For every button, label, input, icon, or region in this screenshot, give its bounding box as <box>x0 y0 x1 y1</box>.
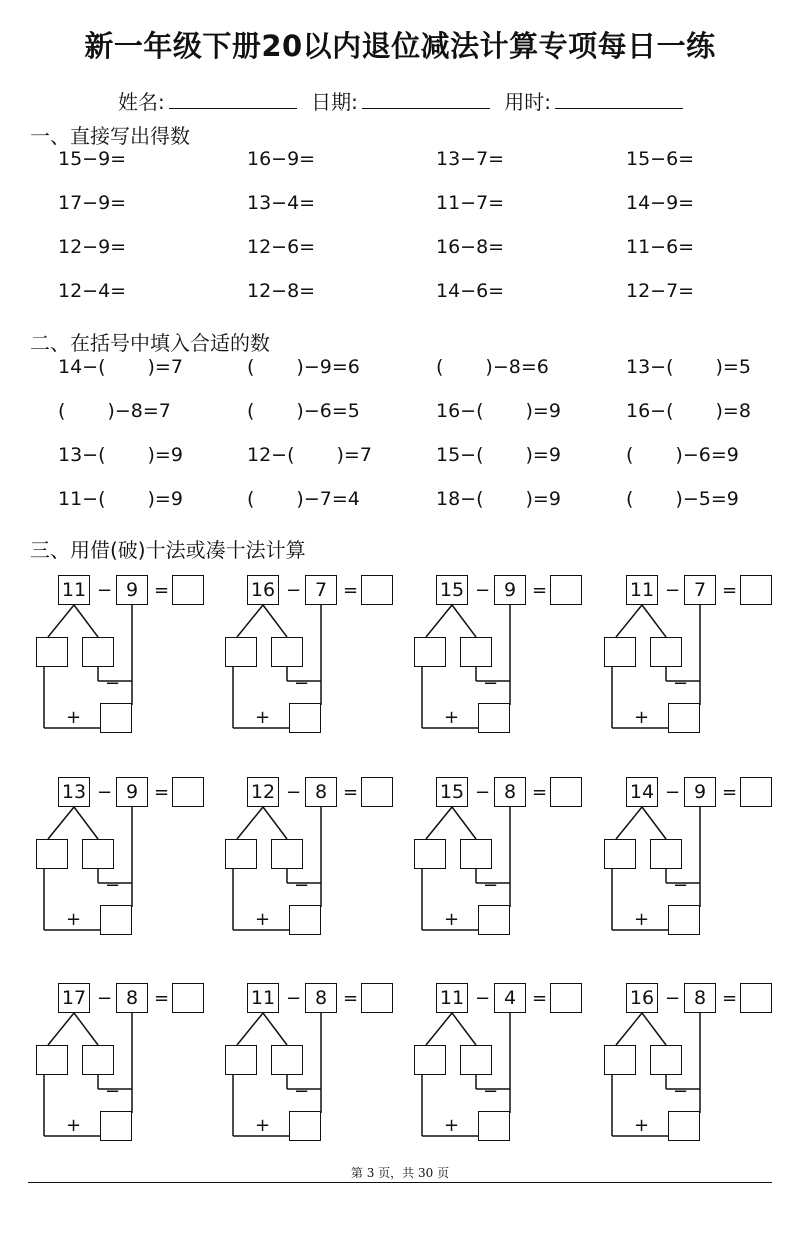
connector-line <box>74 1013 98 1045</box>
decomposition-tree <box>406 575 586 745</box>
fill-bracket-problem <box>436 356 549 378</box>
footer-divider <box>28 1182 772 1183</box>
minus-sign: − <box>105 1081 121 1102</box>
split-left-box[interactable] <box>604 1045 636 1075</box>
connector-line <box>642 605 666 637</box>
connector-line <box>74 605 98 637</box>
arithmetic-problem: 11−6= <box>626 236 695 258</box>
minus-sign: − <box>673 875 689 896</box>
fill-bracket-problem <box>626 356 751 378</box>
decomposition-tree <box>217 575 397 745</box>
minuend-box: 11 <box>58 575 90 605</box>
minuend-box: 11 <box>626 575 658 605</box>
page-footer: 第 3 页，共 30 页 <box>350 1166 450 1180</box>
plus-sign: + <box>444 1115 460 1136</box>
fill-bracket-problem <box>247 356 360 378</box>
connector-line <box>452 1013 476 1045</box>
decomposition-tree <box>406 777 586 947</box>
split-left-box[interactable] <box>36 1045 68 1075</box>
result-box[interactable] <box>478 1111 510 1141</box>
equals-sign: = <box>722 988 738 1009</box>
connector-line <box>263 605 287 637</box>
arithmetic-problem: 15−6= <box>626 148 695 170</box>
connector-line <box>237 807 263 839</box>
problem-prefix: 16−( <box>626 400 674 422</box>
minus-sign: − <box>475 782 491 803</box>
minus-sign: − <box>483 673 499 694</box>
arithmetic-problem: 11−7= <box>436 192 505 214</box>
minus-sign: − <box>286 580 302 601</box>
section1-heading: 一、直接写出得数 <box>30 124 190 148</box>
problem-prefix: ( <box>247 488 255 510</box>
answer-box[interactable] <box>550 777 582 807</box>
subtrahend-box: 8 <box>305 983 337 1013</box>
result-box[interactable] <box>100 703 132 733</box>
result-box[interactable] <box>100 905 132 935</box>
problem-suffix: )−7=4 <box>296 488 360 510</box>
connector-line <box>48 1013 74 1045</box>
problem-suffix: )−8=7 <box>107 400 171 422</box>
fill-bracket-problem <box>626 444 739 466</box>
arithmetic-problem: 17−9= <box>58 192 127 214</box>
arithmetic-problem: 15−9= <box>58 148 127 170</box>
problem-suffix: )−8=6 <box>485 356 549 378</box>
plus-sign: + <box>634 707 650 728</box>
decomposition-tree <box>596 777 776 947</box>
connector-line <box>616 1013 642 1045</box>
equals-sign: = <box>154 580 170 601</box>
problem-suffix: )=8 <box>715 400 751 422</box>
fill-bracket-problem <box>58 400 171 422</box>
decomposition-tree <box>28 575 208 745</box>
answer-box[interactable] <box>361 777 393 807</box>
date-label: 日期: <box>311 90 358 114</box>
subtrahend-box: 7 <box>684 575 716 605</box>
minuend-box: 11 <box>436 983 468 1013</box>
connector-line <box>263 807 287 839</box>
minus-sign: − <box>665 580 681 601</box>
problem-prefix: ( <box>247 400 255 422</box>
decomposition-tree <box>28 777 208 947</box>
time-label: 用时: <box>504 90 551 114</box>
problem-prefix: ( <box>436 356 444 378</box>
connector-line <box>426 1013 452 1045</box>
problem-suffix: )−5=9 <box>675 488 739 510</box>
equals-sign: = <box>532 782 548 803</box>
minus-sign: − <box>97 988 113 1009</box>
problem-suffix: )=5 <box>715 356 751 378</box>
result-box[interactable] <box>668 703 700 733</box>
minus-sign: − <box>665 782 681 803</box>
problem-suffix: )−9=6 <box>296 356 360 378</box>
minuend-box: 16 <box>626 983 658 1013</box>
decomposition-tree <box>217 777 397 947</box>
minus-sign: − <box>97 580 113 601</box>
split-left-box[interactable] <box>36 839 68 869</box>
student-info <box>118 86 691 115</box>
arithmetic-problem: 12−8= <box>247 280 316 302</box>
arithmetic-problem: 14−9= <box>626 192 695 214</box>
connector-line <box>48 605 74 637</box>
time-blank[interactable] <box>555 88 683 109</box>
split-left-box[interactable] <box>604 839 636 869</box>
minus-sign: − <box>483 875 499 896</box>
fill-bracket-problem <box>247 488 360 510</box>
connector-line <box>237 605 263 637</box>
equals-sign: = <box>722 782 738 803</box>
result-box[interactable] <box>668 905 700 935</box>
answer-box[interactable] <box>550 983 582 1013</box>
decomposition-tree <box>406 983 586 1153</box>
arithmetic-problem: 14−6= <box>436 280 505 302</box>
equals-sign: = <box>154 782 170 803</box>
result-box[interactable] <box>289 703 321 733</box>
split-right-box[interactable] <box>650 1045 682 1075</box>
problem-prefix: 13−( <box>626 356 674 378</box>
split-left-box[interactable] <box>225 637 257 667</box>
problem-prefix: 11−( <box>58 488 106 510</box>
arithmetic-problem: 13−4= <box>247 192 316 214</box>
decomposition-tree <box>217 983 397 1153</box>
split-right-box[interactable] <box>650 839 682 869</box>
problem-suffix: )−6=9 <box>675 444 739 466</box>
arithmetic-problem: 12−4= <box>58 280 127 302</box>
problem-prefix: 15−( <box>436 444 484 466</box>
plus-sign: + <box>444 909 460 930</box>
minus-sign: − <box>294 875 310 896</box>
problem-prefix: 18−( <box>436 488 484 510</box>
subtrahend-box: 7 <box>305 575 337 605</box>
result-box[interactable] <box>100 1111 132 1141</box>
fill-bracket-problem <box>247 444 372 466</box>
plus-sign: + <box>66 1115 82 1136</box>
subtrahend-box: 4 <box>494 983 526 1013</box>
worksheet-title: 新一年级下册20以内退位减法计算专项每日一练 <box>84 29 716 63</box>
problem-prefix: ( <box>626 488 634 510</box>
equals-sign: = <box>722 580 738 601</box>
connector-line <box>48 807 74 839</box>
split-left-box[interactable] <box>604 637 636 667</box>
plus-sign: + <box>255 1115 271 1136</box>
problem-prefix: ( <box>58 400 66 422</box>
answer-box[interactable] <box>550 575 582 605</box>
equals-sign: = <box>532 988 548 1009</box>
connector-line <box>616 605 642 637</box>
problem-prefix: 14−( <box>58 356 106 378</box>
equals-sign: = <box>343 988 359 1009</box>
split-right-box[interactable] <box>271 637 303 667</box>
minus-sign: − <box>105 673 121 694</box>
fill-bracket-problem <box>58 356 183 378</box>
plus-sign: + <box>444 707 460 728</box>
fill-bracket-problem <box>436 444 561 466</box>
minuend-box: 11 <box>247 983 279 1013</box>
arithmetic-problem: 12−6= <box>247 236 316 258</box>
minus-sign: − <box>475 988 491 1009</box>
split-right-box[interactable] <box>271 839 303 869</box>
connector-line <box>263 1013 287 1045</box>
decomposition-tree <box>596 983 776 1153</box>
minus-sign: − <box>483 1081 499 1102</box>
answer-box[interactable] <box>740 575 772 605</box>
fill-bracket-problem <box>436 400 561 422</box>
split-right-box[interactable] <box>82 637 114 667</box>
connector-line <box>642 807 666 839</box>
answer-box[interactable] <box>172 777 204 807</box>
equals-sign: = <box>343 782 359 803</box>
minus-sign: − <box>97 782 113 803</box>
split-left-box[interactable] <box>414 1045 446 1075</box>
split-left-box[interactable] <box>414 839 446 869</box>
plus-sign: + <box>66 909 82 930</box>
minus-sign: − <box>294 1081 310 1102</box>
problem-prefix: 13−( <box>58 444 106 466</box>
problem-prefix: ( <box>247 356 255 378</box>
split-right-box[interactable] <box>460 839 492 869</box>
answer-box[interactable] <box>740 983 772 1013</box>
problem-suffix: )=9 <box>525 444 561 466</box>
split-left-box[interactable] <box>225 839 257 869</box>
subtrahend-box: 8 <box>494 777 526 807</box>
minuend-box: 16 <box>247 575 279 605</box>
plus-sign: + <box>634 909 650 930</box>
split-right-box[interactable] <box>460 1045 492 1075</box>
fill-bracket-problem <box>626 400 751 422</box>
fill-bracket-problem <box>436 488 561 510</box>
problem-suffix: )=7 <box>147 356 183 378</box>
plus-sign: + <box>255 909 271 930</box>
connector-line <box>616 807 642 839</box>
arithmetic-problem: 16−8= <box>436 236 505 258</box>
equals-sign: = <box>154 988 170 1009</box>
section3-heading: 三、用借(破)十法或凑十法计算 <box>30 538 306 562</box>
minuend-box: 14 <box>626 777 658 807</box>
result-box[interactable] <box>289 905 321 935</box>
arithmetic-problem: 12−7= <box>626 280 695 302</box>
minus-sign: − <box>105 875 121 896</box>
problem-prefix: 16−( <box>436 400 484 422</box>
fill-bracket-problem <box>58 488 183 510</box>
subtrahend-box: 9 <box>494 575 526 605</box>
split-right-box[interactable] <box>460 637 492 667</box>
arithmetic-problem: 16−9= <box>247 148 316 170</box>
plus-sign: + <box>255 707 271 728</box>
answer-box[interactable] <box>740 777 772 807</box>
minuend-box: 12 <box>247 777 279 807</box>
decomposition-tree <box>596 575 776 745</box>
result-box[interactable] <box>668 1111 700 1141</box>
split-right-box[interactable] <box>82 839 114 869</box>
problem-suffix: )=9 <box>147 488 183 510</box>
minuend-box: 13 <box>58 777 90 807</box>
split-right-box[interactable] <box>650 637 682 667</box>
connector-line <box>452 807 476 839</box>
answer-box[interactable] <box>172 983 204 1013</box>
connector-line <box>237 1013 263 1045</box>
result-box[interactable] <box>478 905 510 935</box>
arithmetic-problem: 13−7= <box>436 148 505 170</box>
result-box[interactable] <box>478 703 510 733</box>
problem-suffix: )=7 <box>336 444 372 466</box>
section2-heading: 二、在括号中填入合适的数 <box>30 331 270 355</box>
minuend-box: 17 <box>58 983 90 1013</box>
minus-sign: − <box>673 673 689 694</box>
fill-bracket-problem <box>58 444 183 466</box>
connector-line <box>452 605 476 637</box>
fill-bracket-problem <box>626 488 739 510</box>
problem-suffix: )=9 <box>525 488 561 510</box>
connector-line <box>426 807 452 839</box>
problem-prefix: ( <box>626 444 634 466</box>
plus-sign: + <box>634 1115 650 1136</box>
minus-sign: − <box>286 782 302 803</box>
split-left-box[interactable] <box>225 1045 257 1075</box>
subtrahend-box: 9 <box>116 777 148 807</box>
name-label: 姓名: <box>118 90 165 114</box>
name-blank[interactable] <box>169 88 297 109</box>
minus-sign: − <box>665 988 681 1009</box>
answer-box[interactable] <box>361 983 393 1013</box>
split-right-box[interactable] <box>271 1045 303 1075</box>
decomposition-tree <box>28 983 208 1153</box>
fill-bracket-problem <box>247 400 360 422</box>
answer-box[interactable] <box>172 575 204 605</box>
connector-line <box>74 807 98 839</box>
plus-sign: + <box>66 707 82 728</box>
minus-sign: − <box>475 580 491 601</box>
subtrahend-box: 9 <box>684 777 716 807</box>
arithmetic-problem: 12−9= <box>58 236 127 258</box>
date-blank[interactable] <box>362 88 490 109</box>
subtrahend-box: 8 <box>116 983 148 1013</box>
minus-sign: − <box>294 673 310 694</box>
problem-suffix: )−6=5 <box>296 400 360 422</box>
subtrahend-box: 8 <box>305 777 337 807</box>
equals-sign: = <box>343 580 359 601</box>
split-right-box[interactable] <box>82 1045 114 1075</box>
minuend-box: 15 <box>436 575 468 605</box>
split-left-box[interactable] <box>36 637 68 667</box>
problem-prefix: 12−( <box>247 444 295 466</box>
problem-suffix: )=9 <box>147 444 183 466</box>
split-left-box[interactable] <box>414 637 446 667</box>
minuend-box: 15 <box>436 777 468 807</box>
problem-suffix: )=9 <box>525 400 561 422</box>
subtrahend-box: 8 <box>684 983 716 1013</box>
minus-sign: − <box>673 1081 689 1102</box>
connector-line <box>642 1013 666 1045</box>
subtrahend-box: 9 <box>116 575 148 605</box>
minus-sign: − <box>286 988 302 1009</box>
result-box[interactable] <box>289 1111 321 1141</box>
answer-box[interactable] <box>361 575 393 605</box>
connector-line <box>426 605 452 637</box>
equals-sign: = <box>532 580 548 601</box>
